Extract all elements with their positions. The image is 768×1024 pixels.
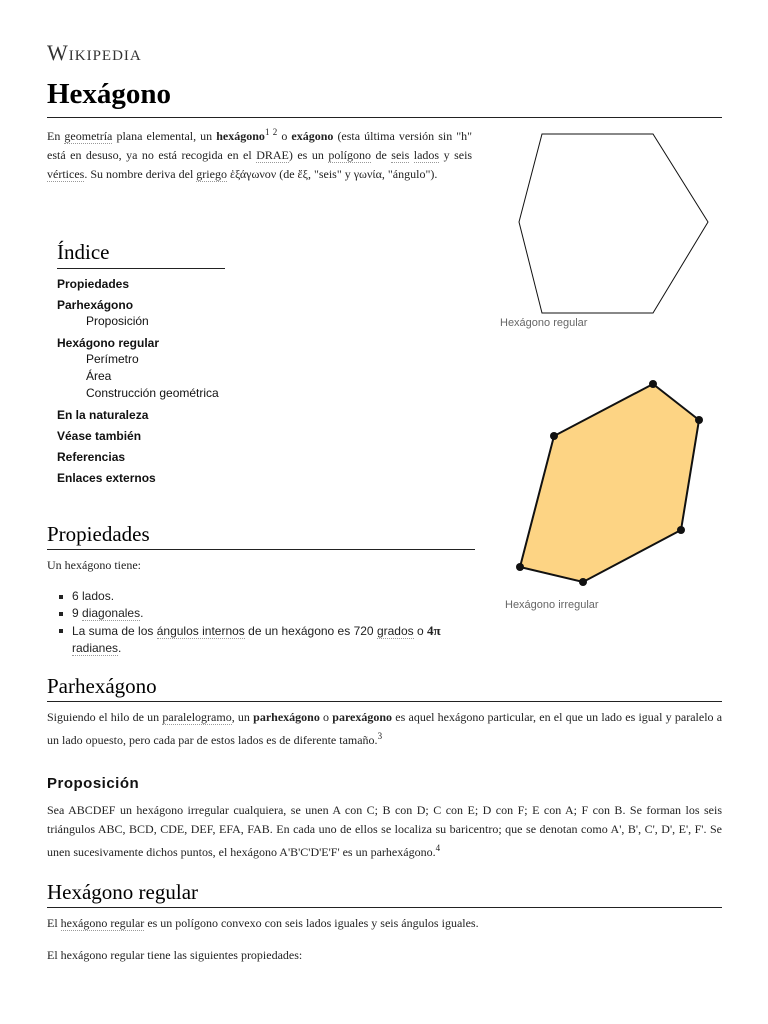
- proposicion-paragraph: [47, 801, 722, 862]
- vertex-dot: [579, 578, 587, 586]
- list-item: [47, 588, 477, 605]
- link-radianes[interactable]: radianes: [72, 641, 119, 655]
- toc-item[interactable]: Construcción geométrica: [86, 386, 219, 400]
- link-poligono[interactable]: polígono: [328, 148, 371, 162]
- toc-item[interactable]: Perímetro: [86, 352, 139, 366]
- intro-text: y seis: [443, 148, 473, 162]
- irregular-hexagon-figure[interactable]: [510, 375, 710, 590]
- intro-text: En: [47, 129, 61, 143]
- toc-item[interactable]: Referencias: [57, 450, 126, 464]
- term-exagono: exágono: [291, 129, 334, 143]
- link-angulos-internos[interactable]: ángulos internos: [156, 624, 245, 638]
- toc-item[interactable]: Hexágono regular: [57, 336, 160, 350]
- list-item-text: 6 lados.: [72, 589, 115, 603]
- parhexagono-paragraph: [47, 708, 722, 750]
- regular-paragraph-2: El hexágono regular tiene las siguientes propiedades:: [47, 948, 303, 962]
- link-diagonales[interactable]: diagonales: [82, 606, 141, 620]
- vertex-dot: [550, 432, 558, 440]
- section-heading-propiedades: Propiedades: [47, 522, 150, 546]
- link-hexagono-regular[interactable]: hexágono regular: [60, 916, 145, 930]
- list-item: [47, 605, 477, 622]
- paragraph-text: Sea ABCDEF un hexágono irregular cualquiera, se unen A con C; B con D; C con E; D con F; E con A; F con B. Se forman los seis triángulos ABC, BCD, CDE, DEF, EFA, FAB. En cada uno de ellos se localiza su baricentro; que se denotan como A', B', C', D', E', F'. Se unen sucesivamente dichos puntos, el hexágono A'B'C'D'E'F' es un parhexágono.: [47, 803, 722, 859]
- section-rule: [47, 549, 475, 550]
- paragraph-text: , un: [231, 710, 250, 724]
- toc-list: [57, 276, 307, 486]
- toc-item[interactable]: Propiedades: [57, 277, 130, 291]
- regular-paragraph-1: [47, 914, 722, 933]
- toc-item[interactable]: Área: [86, 369, 112, 383]
- term-parhexagono: parhexágono: [253, 710, 320, 724]
- toc-item[interactable]: Véase también: [57, 429, 142, 443]
- toc-item[interactable]: Enlaces externos: [57, 471, 156, 485]
- toc-item[interactable]: Parhexágono: [57, 298, 134, 312]
- wikipedia-wordmark[interactable]: Wikipedia: [47, 40, 142, 65]
- intro-text: ) es un: [288, 148, 324, 162]
- list-item-text: 9: [72, 606, 79, 620]
- irregular-hexagon-shape: [520, 384, 699, 582]
- list-item-text: de un hexágono es 720: [248, 624, 374, 638]
- intro-text: ἑξάγωνον (de ἕξ, "seis" y γωνία, "ángulo").: [229, 167, 438, 181]
- section-rule: [47, 907, 722, 908]
- toc-heading: Índice: [57, 240, 110, 264]
- intro-text: . Su nombre deriva del: [84, 167, 194, 181]
- list-item-text: o: [416, 624, 424, 638]
- link-drae[interactable]: DRAE: [256, 148, 289, 162]
- section-rule: [47, 701, 722, 702]
- link-paralelogramo[interactable]: paralelogramo: [162, 710, 232, 724]
- regular-hexagon-figure[interactable]: [495, 128, 725, 323]
- list-item-text: .: [140, 606, 144, 620]
- subsection-heading-proposicion: Proposición: [47, 775, 140, 792]
- intro-paragraph: [47, 123, 472, 184]
- section-heading-parhexagono: Parhexágono: [47, 674, 157, 698]
- irregular-hexagon-caption: Hexágono irregular: [505, 599, 599, 611]
- term-parexagono: parexágono: [332, 710, 393, 724]
- vertex-dot: [649, 380, 657, 388]
- paragraph-text: o: [323, 710, 330, 724]
- list-item-text: La suma de los: [72, 624, 154, 638]
- vertex-dot: [516, 563, 524, 571]
- section-heading-hexagono-regular: Hexágono regular: [47, 880, 199, 904]
- intro-text: de: [375, 148, 387, 162]
- title-rule: [47, 117, 722, 118]
- intro-text: o: [281, 129, 288, 143]
- reference-links[interactable]: 1 2: [264, 127, 278, 137]
- link-grados[interactable]: grados: [376, 624, 414, 638]
- propiedades-list: [47, 588, 477, 657]
- paragraph-text: El: [47, 916, 58, 930]
- link-griego[interactable]: griego: [196, 167, 227, 181]
- intro-text: plana elemental, un: [116, 129, 213, 143]
- vertex-dot: [677, 526, 685, 534]
- link-geometria[interactable]: geometría: [64, 129, 113, 143]
- vertex-dot: [695, 416, 703, 424]
- paragraph-text: Siguiendo el hilo de un: [47, 710, 160, 724]
- term-hexagono: hexágono: [216, 129, 265, 143]
- page-title: Hexágono: [47, 78, 172, 110]
- reference-link[interactable]: 3: [377, 731, 383, 741]
- paragraph-text: es un polígono convexo con seis lados iguales y seis ángulos iguales.: [147, 916, 479, 930]
- reference-link[interactable]: 4: [435, 843, 441, 853]
- propiedades-lead: Un hexágono tiene:: [47, 558, 141, 572]
- link-vertices[interactable]: vértices: [47, 167, 85, 181]
- regular-hexagon-caption: Hexágono regular: [500, 317, 588, 329]
- link-seis[interactable]: seis: [391, 148, 410, 162]
- list-item: [47, 622, 477, 657]
- list-item-text: .: [118, 641, 122, 655]
- regular-hexagon-shape: [519, 134, 708, 313]
- math-4pi: 4π: [427, 623, 441, 638]
- toc-item[interactable]: Proposición: [86, 314, 149, 328]
- paragraph-text: es aquel hexágono particular, en el que un lado es igual y paralelo a un lado opuesto, pero cada par de estos lados es de diferente tamaño.: [47, 710, 723, 747]
- toc-rule: [57, 268, 225, 269]
- intro-text: (esta última versión sin "h" está en desuso, ya no está recogida en el: [47, 129, 473, 162]
- toc-item[interactable]: En la naturaleza: [57, 408, 149, 422]
- link-lados[interactable]: lados: [413, 148, 440, 162]
